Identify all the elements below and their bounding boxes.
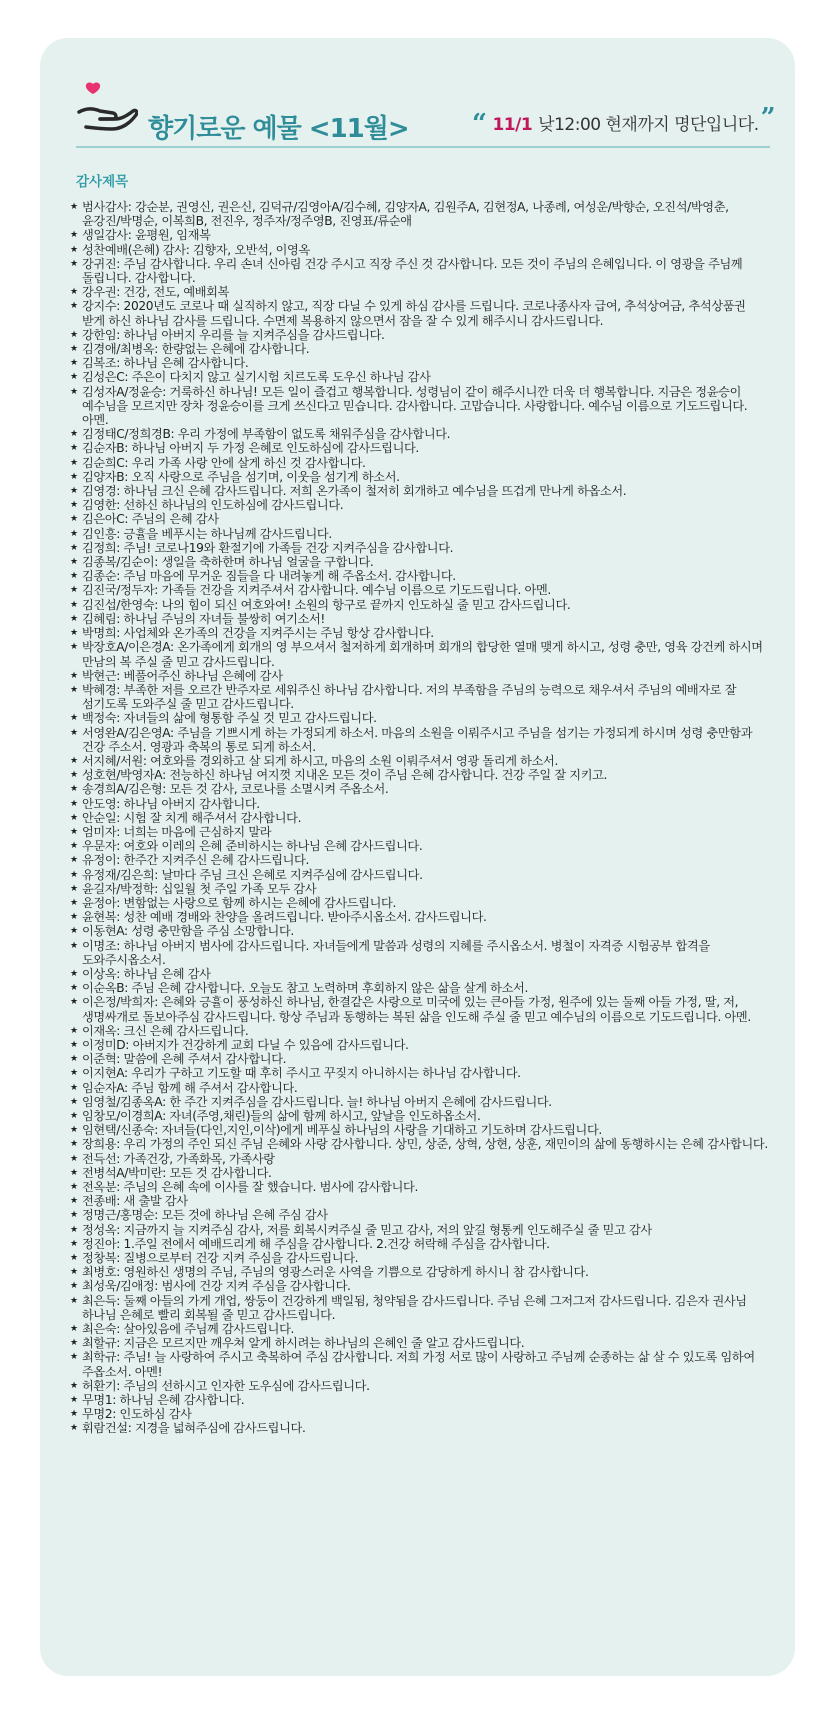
list-item: ★ 박현근: 베풀어주신 하나님 은혜에 감사 (70, 669, 770, 683)
list-item: ★ 전병석A/박미란: 모든 것 감사합니다. (70, 1166, 770, 1180)
list-item: ★ 박명희: 사업체와 온가족의 건강을 지켜주시는 주님 항상 감사합니다. (70, 626, 770, 640)
list-item: ★ 전옥분: 주님의 은혜 속에 이사를 잘 했습니다. 범사에 감사합니다. (70, 1180, 770, 1194)
list-item: ★ 허환기: 주님의 선하시고 인자한 도우심에 감사드립니다. (70, 1379, 770, 1393)
list-item: ★ 김성자A/정윤승: 거룩하신 하나님! 모든 일이 즐겁고 행복합니다. 성령님이 같이 해주시니깐 더욱 더 행복합니다. 지금은 정윤승이 예수님을 모르지만 장차 정윤승이를 크게 쓰신다고 믿습니다. 감사합니다. 고맙습니다. 사랑합니다. 예수님 이름으로 기도드립니다. 아멘. (70, 385, 770, 428)
section-title: 감사제목 (76, 174, 129, 190)
list-item: ★ 김복조: 하나님 은혜 감사합니다. (70, 356, 770, 370)
list-item: ★ 무명2: 인도하심 감사 (70, 1407, 770, 1421)
list-item: ★ 정명근/홍명순: 모든 것에 하나님 은혜 주심 감사 (70, 1208, 770, 1222)
list-item: ★ 이상옥: 하나님 은혜 감사 (70, 967, 770, 981)
list-item: ★ 김영경: 하나님 크신 은혜 감사드립니다. 저희 온가족이 철저히 회개하고 예수님을 뜨겁게 만나게 하옵소서. (70, 484, 770, 498)
heart-hand-icon (76, 82, 138, 134)
list-item: ★ 강귀진: 주님 감사합니다. 우리 손녀 신아림 건강 주시고 직장 주신 것 감사합니다. 모든 것이 주님의 은혜입니다. 이 영광을 주님께 돌립니다. 감사합니다. (70, 257, 770, 285)
list-item: ★ 이재옥: 크신 은혜 감사드립니다. (70, 1024, 770, 1038)
list-item: ★ 이동현A: 성령 충만함을 주심 소망합니다. (70, 924, 770, 938)
list-item: ★ 김순자B: 하나님 아버지 두 가정 은혜로 인도하심에 감사드립니다. (70, 441, 770, 455)
list-item: ★ 강우권: 건강, 전도, 예배회복 (70, 285, 770, 299)
list-item: ★ 최성욱/김애정: 범사에 건강 지켜 주심을 감사합니다. (70, 1279, 770, 1293)
list-item: ★ 정진아: 1.주일 전에서 예배드리게 해 주심을 감사합니다. 2.건강 허락해 주심을 감사합니다. (70, 1237, 770, 1251)
list-item: ★ 유정이: 한주간 지켜주신 은혜 감사드립니다. (70, 853, 770, 867)
list-item: ★ 이정미D: 아버지가 건강하게 교회 다닐 수 있음에 감사드립니다. (70, 1038, 770, 1052)
list-item: ★ 임창모/이경희A: 자녀(주영,채린)들의 삶에 함께 하시고, 앞날을 인도하옵소서. (70, 1109, 770, 1123)
list-item: ★ 박혜경: 부족한 저를 오르간 반주자로 세워주신 하나님 감사합니다. 저의 부족함을 주님의 능력으로 채우셔서 주님의 예배자로 잘 섬기도록 도와주실 줄 믿고 감사드립니다. (70, 683, 770, 711)
page-title: 향기로운 예물 <11월> (148, 114, 409, 144)
list-item: ★ 범사감사: 강순분, 권영신, 권은신, 김덕규/김영아A/김수혜, 김양자A, 김원주A, 김현정A, 나종례, 여성운/박향순, 오진석/박영춘, 윤강진/박명순, 이복희B, 전진우, 정주자/정주영B, 진영표/류순애 (70, 200, 770, 228)
list-item: ★ 이명조: 하나님 아버지 범사에 감사드립니다. 자녀들에게 말씀과 성령의 지혜를 주시옵소서. 병철이 자격증 시험공부 합격을 도와주시옵소서. (70, 939, 770, 967)
list-item: ★ 윤현복: 성찬 예배 경배와 찬양을 올려드립니다. 받아주시옵소서. 감사드립니다. (70, 910, 770, 924)
list-item: ★ 정성옥: 지금까지 늘 지켜주심 감사, 저를 회복시켜주실 줄 믿고 감사, 저의 앞길 형통케 인도해주실 줄 믿고 감사 (70, 1223, 770, 1237)
list-item: ★ 강한임: 하나님 아버지 우리를 늘 지켜주심을 감사드립니다. (70, 328, 770, 342)
list-item: ★ 최은득: 둘째 아들의 가게 개업, 쌍둥이 건강하게 백일됨, 청약됨을 감사드립니다. 주님 은혜 그저그저 감사드립니다. 김은자 권사님 하나님 은혜로 빨리 회복될 줄 믿고 감사드립니다. (70, 1294, 770, 1322)
list-item: ★ 김은아C: 주님의 은혜 감사 (70, 512, 770, 526)
list-item: ★ 장희용: 우리 가정의 주인 되신 주님 은혜와 사랑 감사합니다. 상민, 상준, 상혁, 상현, 상훈, 재민이의 삶에 동행하시는 은혜 감사합니다. (70, 1137, 770, 1151)
list-item: ★ 정창복: 질병으로부터 건강 지켜 주심을 감사드립니다. (70, 1251, 770, 1265)
list-item: ★ 서영완A/김은영A: 주님을 기쁘시게 하는 가정되게 하소서. 마음의 소원을 이뤄주시고 주님을 섬기는 가정되게 하시며 성령 충만함과 건강 주소서. 영광과 축복의 통로 되게 하소서. (70, 726, 770, 754)
header (76, 66, 776, 148)
close-quote-mark: ” (760, 103, 776, 133)
list-item: ★ 안도영: 하나님 아버지 감사합니다. (70, 797, 770, 811)
list-item: ★ 이준혁: 말씀에 은혜 주셔서 감사합니다. (70, 1052, 770, 1066)
list-item: ★ 강지수: 2020년도 코로나 때 실직하지 않고, 직장 다닐 수 있게 하심 감사를 드립니다. 코로나종사자 급여, 추석상여금, 추석상품권 받게 하신 하나님 감사를 드립니다. 수면제 복용하지 않으면서 잠을 잘 수 있게 해주시니 감사드립니다. (70, 299, 770, 327)
list-item: ★ 안순일: 시험 잘 치게 해주셔서 감사합니다. (70, 811, 770, 825)
list-item: ★ 생일감사: 윤평원, 임재복 (70, 228, 770, 242)
list-item: ★ 최학규: 주님! 늘 사랑하여 주시고 축복하여 주심 감사합니다. 저희 가정 서로 많이 사랑하고 주님께 순종하는 삶 살 수 있도록 임하여 주옵소서. 아멘! (70, 1350, 770, 1378)
note-text: 낮12:00 현재까지 명단입니다. (538, 115, 759, 135)
note-date: 11/1 (492, 115, 533, 135)
list-item: ★ 전득선: 가족건강, 가족화목, 가족사랑 (70, 1152, 770, 1166)
offering-card (40, 38, 795, 1676)
list-item: ★ 엄미자: 너희는 마음에 근심하지 말라 (70, 825, 770, 839)
list-item: ★ 성호현/박영자A: 전능하신 하나님 여지껏 지내온 모든 것이 주님 은혜 감사합니다. 건강 주일 잘 지키고. (70, 768, 770, 782)
list-item: ★ 김인흥: 긍휼을 베푸시는 하나님께 감사드립니다. (70, 527, 770, 541)
list-item: ★ 김진섭/한영숙: 나의 힘이 되신 여호와여! 소원의 항구로 끝까지 인도하실 줄 믿고 감사드립니다. (70, 598, 770, 612)
status-note (472, 103, 776, 139)
list-item: ★ 김진국/정두자: 가족들 건강을 지켜주셔서 감사합니다. 예수님 이름으로 기도드립니다. 아멘. (70, 583, 770, 597)
list-item: ★ 서지혜/서원: 여호와를 경외하고 살 되게 하시고, 마음의 소원 이뤄주셔서 영광 돌리게 하소서. (70, 754, 770, 768)
list-item: ★ 박장호A/이은경A: 온가족에게 회개의 영 부으셔서 철저하게 회개하며 회개의 합당한 열매 맺게 하시고, 성령 충만, 영육 강건케 하시며 만남의 복 주실 줄 믿고 감사드립니다. (70, 640, 770, 668)
list-item: ★ 최할규: 지금은 모르지만 깨우쳐 알게 하시려는 하나님의 은혜인 줄 알고 감사드립니다. (70, 1336, 770, 1350)
list-item: ★ 송경희A/김은형: 모든 것 감사, 코로나를 소멸시켜 주옵소서. (70, 782, 770, 796)
list-item: ★ 김혜림: 하나님 주님의 자녀들 불쌍히 여기소서! (70, 612, 770, 626)
list-item: ★ 임순자A: 주님 함께 해 주셔서 감사합니다. (70, 1081, 770, 1095)
list-item: ★ 유정재/김은희: 날마다 주님 크신 은혜로 지켜주심에 감사드립니다. (70, 868, 770, 882)
list-item: ★ 김정희: 주님! 코로나19와 환절기에 가족들 건강 지켜주심을 감사합니다. (70, 541, 770, 555)
list-item: ★ 김종순: 주님 마음에 무거운 짐들을 다 내려놓게 해 주옵소서. 감사합니다. (70, 569, 770, 583)
list-item: ★ 김성은C: 주은이 다치지 않고 실기시험 치르도록 도우신 하나님 감사 (70, 370, 770, 384)
list-item: ★ 윤정아: 변함없는 사랑으로 함께 하시는 은혜에 감사드립니다. (70, 896, 770, 910)
list-item: ★ 윤길자/박정학: 십일월 첫 주일 가족 모두 감사 (70, 882, 770, 896)
list-item: ★ 최병호: 영원하신 생명의 주님, 주님의 영광스러운 사역을 기쁨으로 감당하게 하시니 참 감사합니다. (70, 1265, 770, 1279)
list-item: ★ 백정숙: 자녀들의 삶에 형통함 주실 것 믿고 감사드립니다. (70, 711, 770, 725)
list-item: ★ 김종복/김순이: 생일을 축하한며 하나님 얼굴을 구합니다. (70, 555, 770, 569)
list-item: ★ 이순옥B: 주님 은혜 감사합니다. 오늘도 참고 노력하며 후회하지 않은 삶을 살게 하소서. (70, 981, 770, 995)
thanks-list (70, 200, 770, 1436)
list-item: ★ 성찬예배(은혜) 감사: 김향자, 오반석, 이영옥 (70, 243, 770, 257)
list-item: ★ 김정태C/정희경B: 우리 가정에 부족함이 없도록 채워주심을 감사합니다. (70, 427, 770, 441)
open-quote-mark: “ (472, 109, 487, 139)
list-item: ★ 이은정/박희자: 은혜와 긍휼이 풍성하신 하나님, 한결같은 사랑으로 미국에 있는 큰아들 가정, 원주에 있는 둘째 아들 가정, 딸, 저, 생명싸개로 돌보아주심 감사드립니다. 항상 주님과 동행하는 복된 삶을 인도해 주실 줄 믿고 예수님의 이름으로 기도드립니다. 아멘. (70, 995, 770, 1023)
list-item: ★ 임영철/김종옥A: 한 주간 지켜주심을 감사드립니다. 늘! 하나님 아버지 은혜에 감사드립니다. (70, 1095, 770, 1109)
list-item: ★ 김순희C: 우리 가족 사랑 안에 살게 하신 것 감사합니다. (70, 456, 770, 470)
list-item: ★ 김영한: 선하신 하나님의 인도하심에 감사드립니다. (70, 498, 770, 512)
list-item: ★ 임현택/신종숙: 자녀들(다인,지인,이삭)에게 베푸실 하나님의 사랑을 기대하고 기도하며 감사드립니다. (70, 1123, 770, 1137)
list-item: ★ 김경애/최병옥: 한량없는 은혜에 감사합니다. (70, 342, 770, 356)
list-item: ★ 이지현A: 우리가 구하고 기도할 때 후히 주시고 꾸짖지 아니하시는 하나님 감사합니다. (70, 1066, 770, 1080)
list-item: ★ 휘람건설: 지경을 넓혀주심에 감사드립니다. (70, 1421, 770, 1435)
list-item: ★ 전종배: 새 출발 감사 (70, 1194, 770, 1208)
list-item: ★ 우문자: 여호와 이레의 은혜 준비하시는 하나님 은혜 감사드립니다. (70, 839, 770, 853)
list-item: ★ 김양자B: 오직 사랑으로 주님을 섬기며, 이웃을 섬기게 하소서. (70, 470, 770, 484)
list-item: ★ 무명1: 하나님 은혜 감사합니다. (70, 1393, 770, 1407)
list-item: ★ 최은숙: 살아있음에 주님께 감사드립니다. (70, 1322, 770, 1336)
